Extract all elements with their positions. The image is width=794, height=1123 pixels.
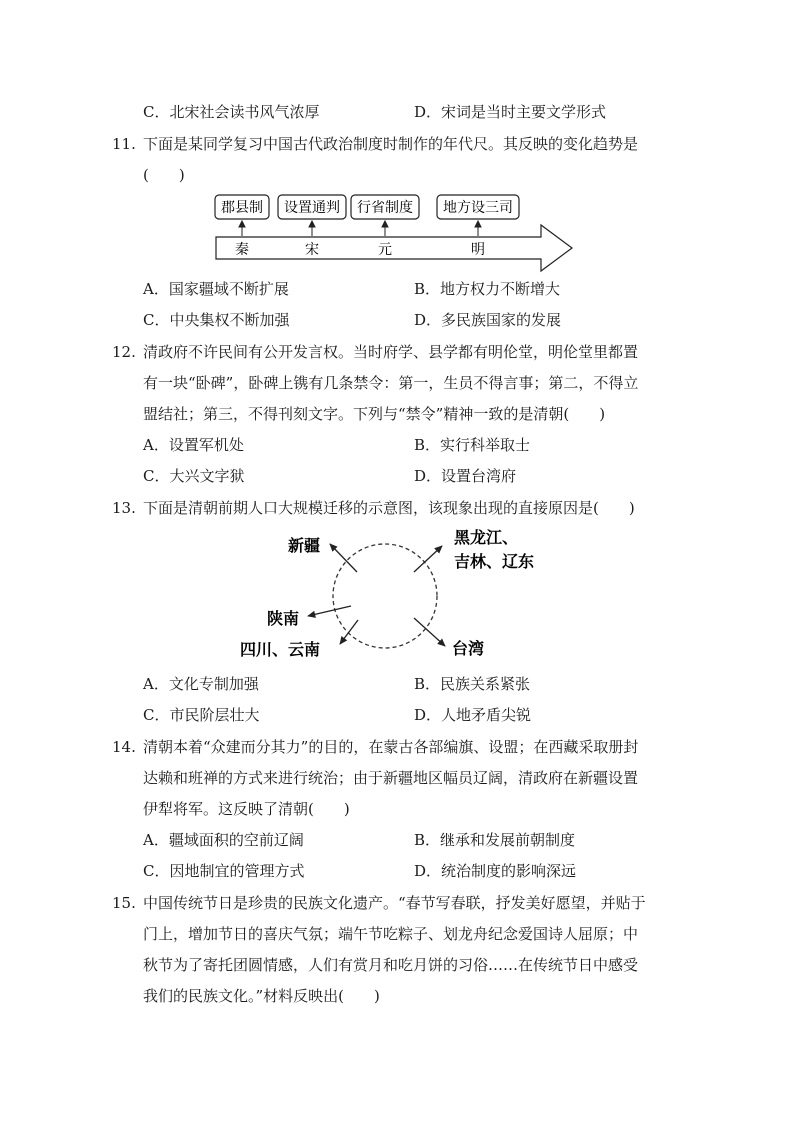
label-shaannan: 陕南	[267, 609, 300, 628]
q12-option-d: D．设置台湾府	[414, 467, 517, 485]
q14-option-a: A．疆域面积的空前辽阔	[143, 831, 304, 849]
q12-number: 12.	[112, 343, 136, 361]
q12-option-c: C．大兴文字狱	[143, 467, 245, 485]
q13-option-a: A．文化专制加强	[143, 675, 259, 693]
timeline-box-tongpan	[278, 195, 346, 219]
arrow-to-sichuan-yunnan	[340, 620, 358, 644]
q11-timeline-diagram	[210, 190, 580, 274]
dynasty-song: 宋	[305, 242, 319, 258]
timeline-box-label: 行省制度	[357, 200, 413, 216]
q11-stem-line2: ( )	[143, 166, 185, 184]
arrow-to-taiwan	[414, 618, 445, 646]
label-heilongjiang: 黑龙江、	[454, 528, 519, 547]
q13-number: 13.	[112, 499, 136, 517]
timeline-box-junxian	[215, 195, 269, 219]
q12-stem-line3: 盟结社；第三，不得刊刻文字。下列与“禁令”精神一致的是清朝( )	[143, 405, 606, 423]
label-sichuan-yunnan: 四川、云南	[240, 640, 321, 659]
q10-option-d: D．宋词是当时主要文学形式	[414, 103, 607, 121]
q15-stem-line2: 门上，增加节日的喜庆气氛；端午节吃粽子、划龙舟纪念爱国诗人屈原；中	[143, 925, 639, 943]
label-jilin-liaodong: 吉林、辽东	[454, 552, 535, 571]
timeline-box-label: 设置通判	[284, 200, 340, 216]
q15-stem-line4: 我们的民族文化。”材料反映出( )	[143, 987, 380, 1005]
q13-stem-line1: 下面是清朝前期人口大规模迁移的示意图，该现象出现的直接原因是( )	[143, 499, 635, 517]
q15-number: 15.	[112, 894, 136, 912]
q12-stem-line1: 清政府不许民间有公开发言权。当时府学、县学都有明伦堂，明伦堂里都置	[143, 343, 639, 361]
arrow-to-northeast	[414, 546, 442, 572]
label-taiwan: 台湾	[452, 639, 485, 658]
q11-option-c: C．中央集权不断加强	[143, 311, 290, 329]
q13-option-b: B．民族关系紧张	[414, 675, 531, 693]
q14-number: 14.	[112, 738, 136, 756]
q13-option-c: C．市民阶层壮大	[143, 706, 260, 724]
q14-option-b: B．继承和发展前朝制度	[414, 831, 576, 849]
timeline-box-label: 地方设三司	[443, 200, 513, 216]
timeline-box-label: 郡县制	[221, 200, 263, 216]
q12-stem-line2: 有一块“卧碑”，卧碑上镌有几条禁令：第一，生员不得言事；第二，不得立	[143, 374, 639, 392]
q11-option-b: B．地方权力不断增大	[414, 280, 561, 298]
dynasty-ming: 明	[471, 242, 485, 258]
q13-migration-diagram	[230, 524, 560, 669]
dynasty-qin: 秦	[235, 242, 249, 258]
timeline-arrow	[216, 225, 572, 271]
q10-option-c: C．北宋社会读书风气浓厚	[143, 103, 320, 121]
label-xinjiang: 新疆	[288, 536, 321, 555]
q11-option-a: A．国家疆域不断扩展	[143, 280, 289, 298]
q12-option-b: B．实行科举取士	[414, 436, 531, 454]
timeline-box-sansi	[437, 195, 519, 219]
dynasty-yuan: 元	[378, 242, 392, 258]
q14-option-d: D．统治制度的影响深远	[414, 862, 577, 880]
q11-number: 11.	[112, 135, 136, 153]
q14-stem-line2: 达赖和班禅的方式来进行统治；由于新疆地区幅员辽阔，清政府在新疆设置	[143, 769, 639, 787]
q15-stem-line1: 中国传统节日是珍贵的民族文化遗产。“春节写春联，抒发美好愿望，并贴于	[143, 894, 646, 912]
arrow-to-xinjiang	[330, 544, 357, 572]
arrow-to-shaannan	[308, 606, 351, 616]
q14-stem-line1: 清朝本着“众建而分其力”的目的，在蒙古各部编旗、设盟；在西藏采取册封	[143, 738, 639, 756]
q13-option-d: D．人地矛盾尖锐	[414, 706, 532, 724]
q11-stem-line1: 下面是某同学复习中国古代政治制度时制作的年代尺。其反映的变化趋势是	[143, 135, 639, 153]
q11-option-d: D．多民族国家的发展	[414, 311, 562, 329]
q12-option-a: A．设置军机处	[143, 436, 244, 454]
q14-option-c: C．因地制宜的管理方式	[143, 862, 305, 880]
timeline-box-xingsheng	[351, 195, 419, 219]
q15-stem-line3: 秋节为了寄托团圆情感，人们有赏月和吃月饼的习俗……在传统节日中感受	[143, 956, 639, 974]
timeline-pointer-arrows	[239, 221, 481, 236]
q14-stem-line3: 伊犁将军。这反映了清朝( )	[143, 800, 350, 818]
